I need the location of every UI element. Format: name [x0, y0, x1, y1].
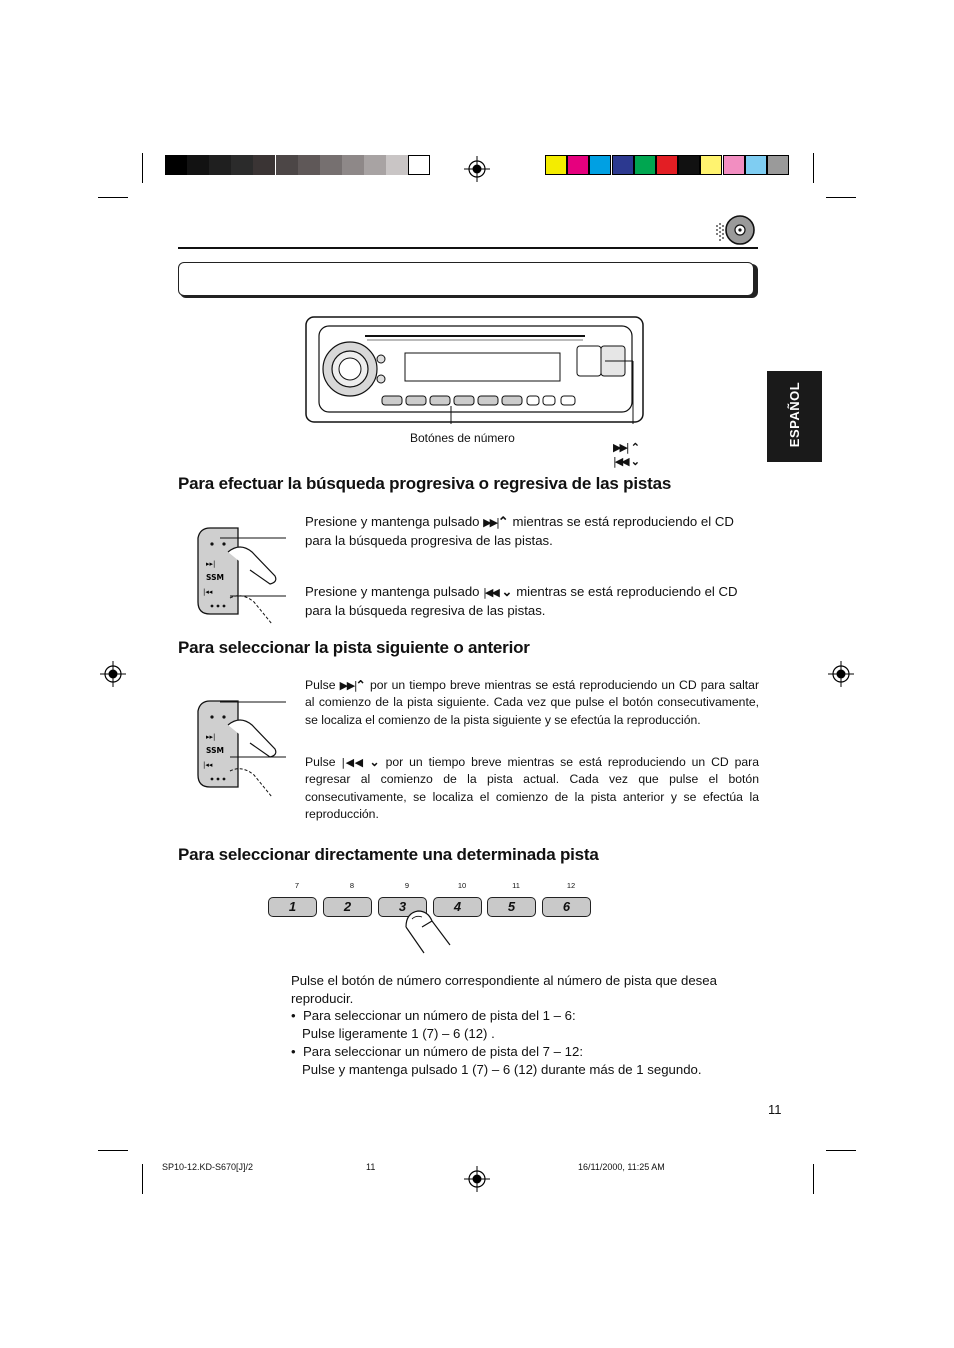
ssm-knob-illustration-1 — [190, 524, 290, 632]
section-3-intro: Pulse el botón de número correspondiente al número de pista que desea reproducir. — [291, 973, 717, 1006]
section-3-bullet-2: • Para seleccionar un número de pista del 7 – 12: Pulse y mantenga pulsado 1 (7) – 6 (12) durante más de 1 segundo. — [291, 1044, 702, 1077]
registration-mark-left — [100, 661, 126, 687]
language-tab-label: ESPAÑOL — [787, 381, 802, 448]
gray-swatch — [364, 155, 386, 175]
section-2-paragraph-1: Pulse ▶▶|⌃ por un tiempo breve mientras se está reproduciendo un CD para saltar al comienzo de la pista siguiente. Cada vez que pulse el botón consecutivamente, se localiza el comienzo de la pista siguiente y se efectúa la reproducción. — [305, 678, 760, 727]
pressing-finger-icon — [400, 905, 460, 960]
color-swatch — [567, 155, 589, 175]
color-swatch — [745, 155, 767, 175]
color-swatch — [589, 155, 611, 175]
gray-swatch — [386, 155, 408, 175]
page-number: 11 — [768, 1102, 782, 1117]
svg-text:▸▸|: ▸▸| — [206, 733, 216, 741]
prev-down-button-label: |◀◀ ⌄ — [613, 455, 640, 468]
track-alt-label-7: 7 — [294, 881, 300, 890]
number-button-2[interactable]: 2 — [323, 897, 372, 917]
car-stereo-faceplate-illustration — [305, 316, 645, 424]
section-1-paragraph-1: Presione y mantenga pulsado ▶▶|⌃ mientras se está reproduciendo el CD para la búsqueda progresiva de las pistas. — [305, 514, 734, 548]
number-button-5[interactable]: 5 — [487, 897, 536, 917]
color-swatch — [634, 155, 656, 175]
section-2-paragraph-2: Pulse |◀◀ ⌄ por un tiempo breve mientras se está reproduciendo un CD para regresar al comienzo de la pista actual. Cada vez que pulse el botón consecutivamente, se localiza el comienzo de la pista anterior y se efectúa la reproducción. — [305, 755, 760, 822]
number-buttons-caption: Botónes de número — [410, 431, 515, 445]
svg-text:|◂◂: |◂◂ — [203, 588, 213, 596]
footer-file-page: 11 — [366, 1162, 376, 1172]
gray-swatch — [231, 155, 253, 175]
number-button-6[interactable]: 6 — [542, 897, 591, 917]
track-alt-label-10: 10 — [457, 881, 467, 890]
header-rule — [178, 247, 758, 249]
color-swatch — [545, 155, 567, 175]
number-button-1[interactable]: 1 — [268, 897, 317, 917]
color-swatch — [723, 155, 745, 175]
title-banner — [178, 262, 754, 296]
gray-swatch — [408, 155, 430, 175]
number-button-3[interactable]: 3 — [378, 897, 427, 917]
gray-swatch — [209, 155, 231, 175]
color-swatch — [678, 155, 700, 175]
gray-swatch — [276, 155, 298, 175]
track-alt-label-11: 11 — [512, 881, 520, 890]
language-tab — [767, 371, 822, 462]
gray-swatch — [298, 155, 320, 175]
next-up-button-label: ▶▶| ⌃ — [613, 441, 640, 454]
section-3-heading: Para seleccionar directamente una determinada pista — [178, 845, 599, 864]
footer-file-id: SP10-12.KD-S670[J]/2 — [162, 1162, 254, 1172]
ssm-knob-illustration-2 — [190, 697, 290, 805]
gray-swatch — [165, 155, 187, 175]
gray-swatch — [187, 155, 209, 175]
section-1-heading: Para efectuar la búsqueda progresiva o regresiva de las pistas — [178, 474, 672, 493]
footer-timestamp: 16/11/2000, 11:25 AM — [578, 1162, 665, 1172]
color-swatch — [767, 155, 789, 175]
registration-mark-bottom — [464, 1166, 490, 1192]
track-alt-label-8: 8 — [349, 881, 355, 890]
svg-text:|◂◂: |◂◂ — [203, 761, 213, 769]
svg-text:▸▸|: ▸▸| — [206, 560, 216, 568]
section-3-bullet-1: • Para seleccionar un número de pista del 1 – 6: Pulse ligeramente 1 (7) – 6 (12) . — [291, 1008, 576, 1041]
color-swatch — [700, 155, 722, 175]
color-swatch — [656, 155, 678, 175]
track-alt-label-9: 9 — [404, 881, 410, 890]
registration-mark-top — [464, 156, 490, 182]
section-2-heading: Para seleccionar la pista siguiente o anterior — [178, 638, 530, 657]
cd-disc-icon — [712, 214, 756, 246]
registration-mark-right — [828, 661, 854, 687]
gray-swatch — [253, 155, 275, 175]
gray-swatch — [320, 155, 342, 175]
svg-text:SSM: SSM — [206, 573, 224, 582]
color-swatch — [612, 155, 634, 175]
section-1-paragraph-2: Presione y mantenga pulsado |◀◀ ⌄ mientras se está reproduciendo el CD para la búsqueda regresiva de las pistas. — [305, 584, 738, 618]
number-button-4[interactable]: 4 — [433, 897, 482, 917]
svg-text:SSM: SSM — [206, 746, 224, 755]
gray-swatch — [342, 155, 364, 175]
track-alt-label-12: 12 — [566, 881, 576, 890]
